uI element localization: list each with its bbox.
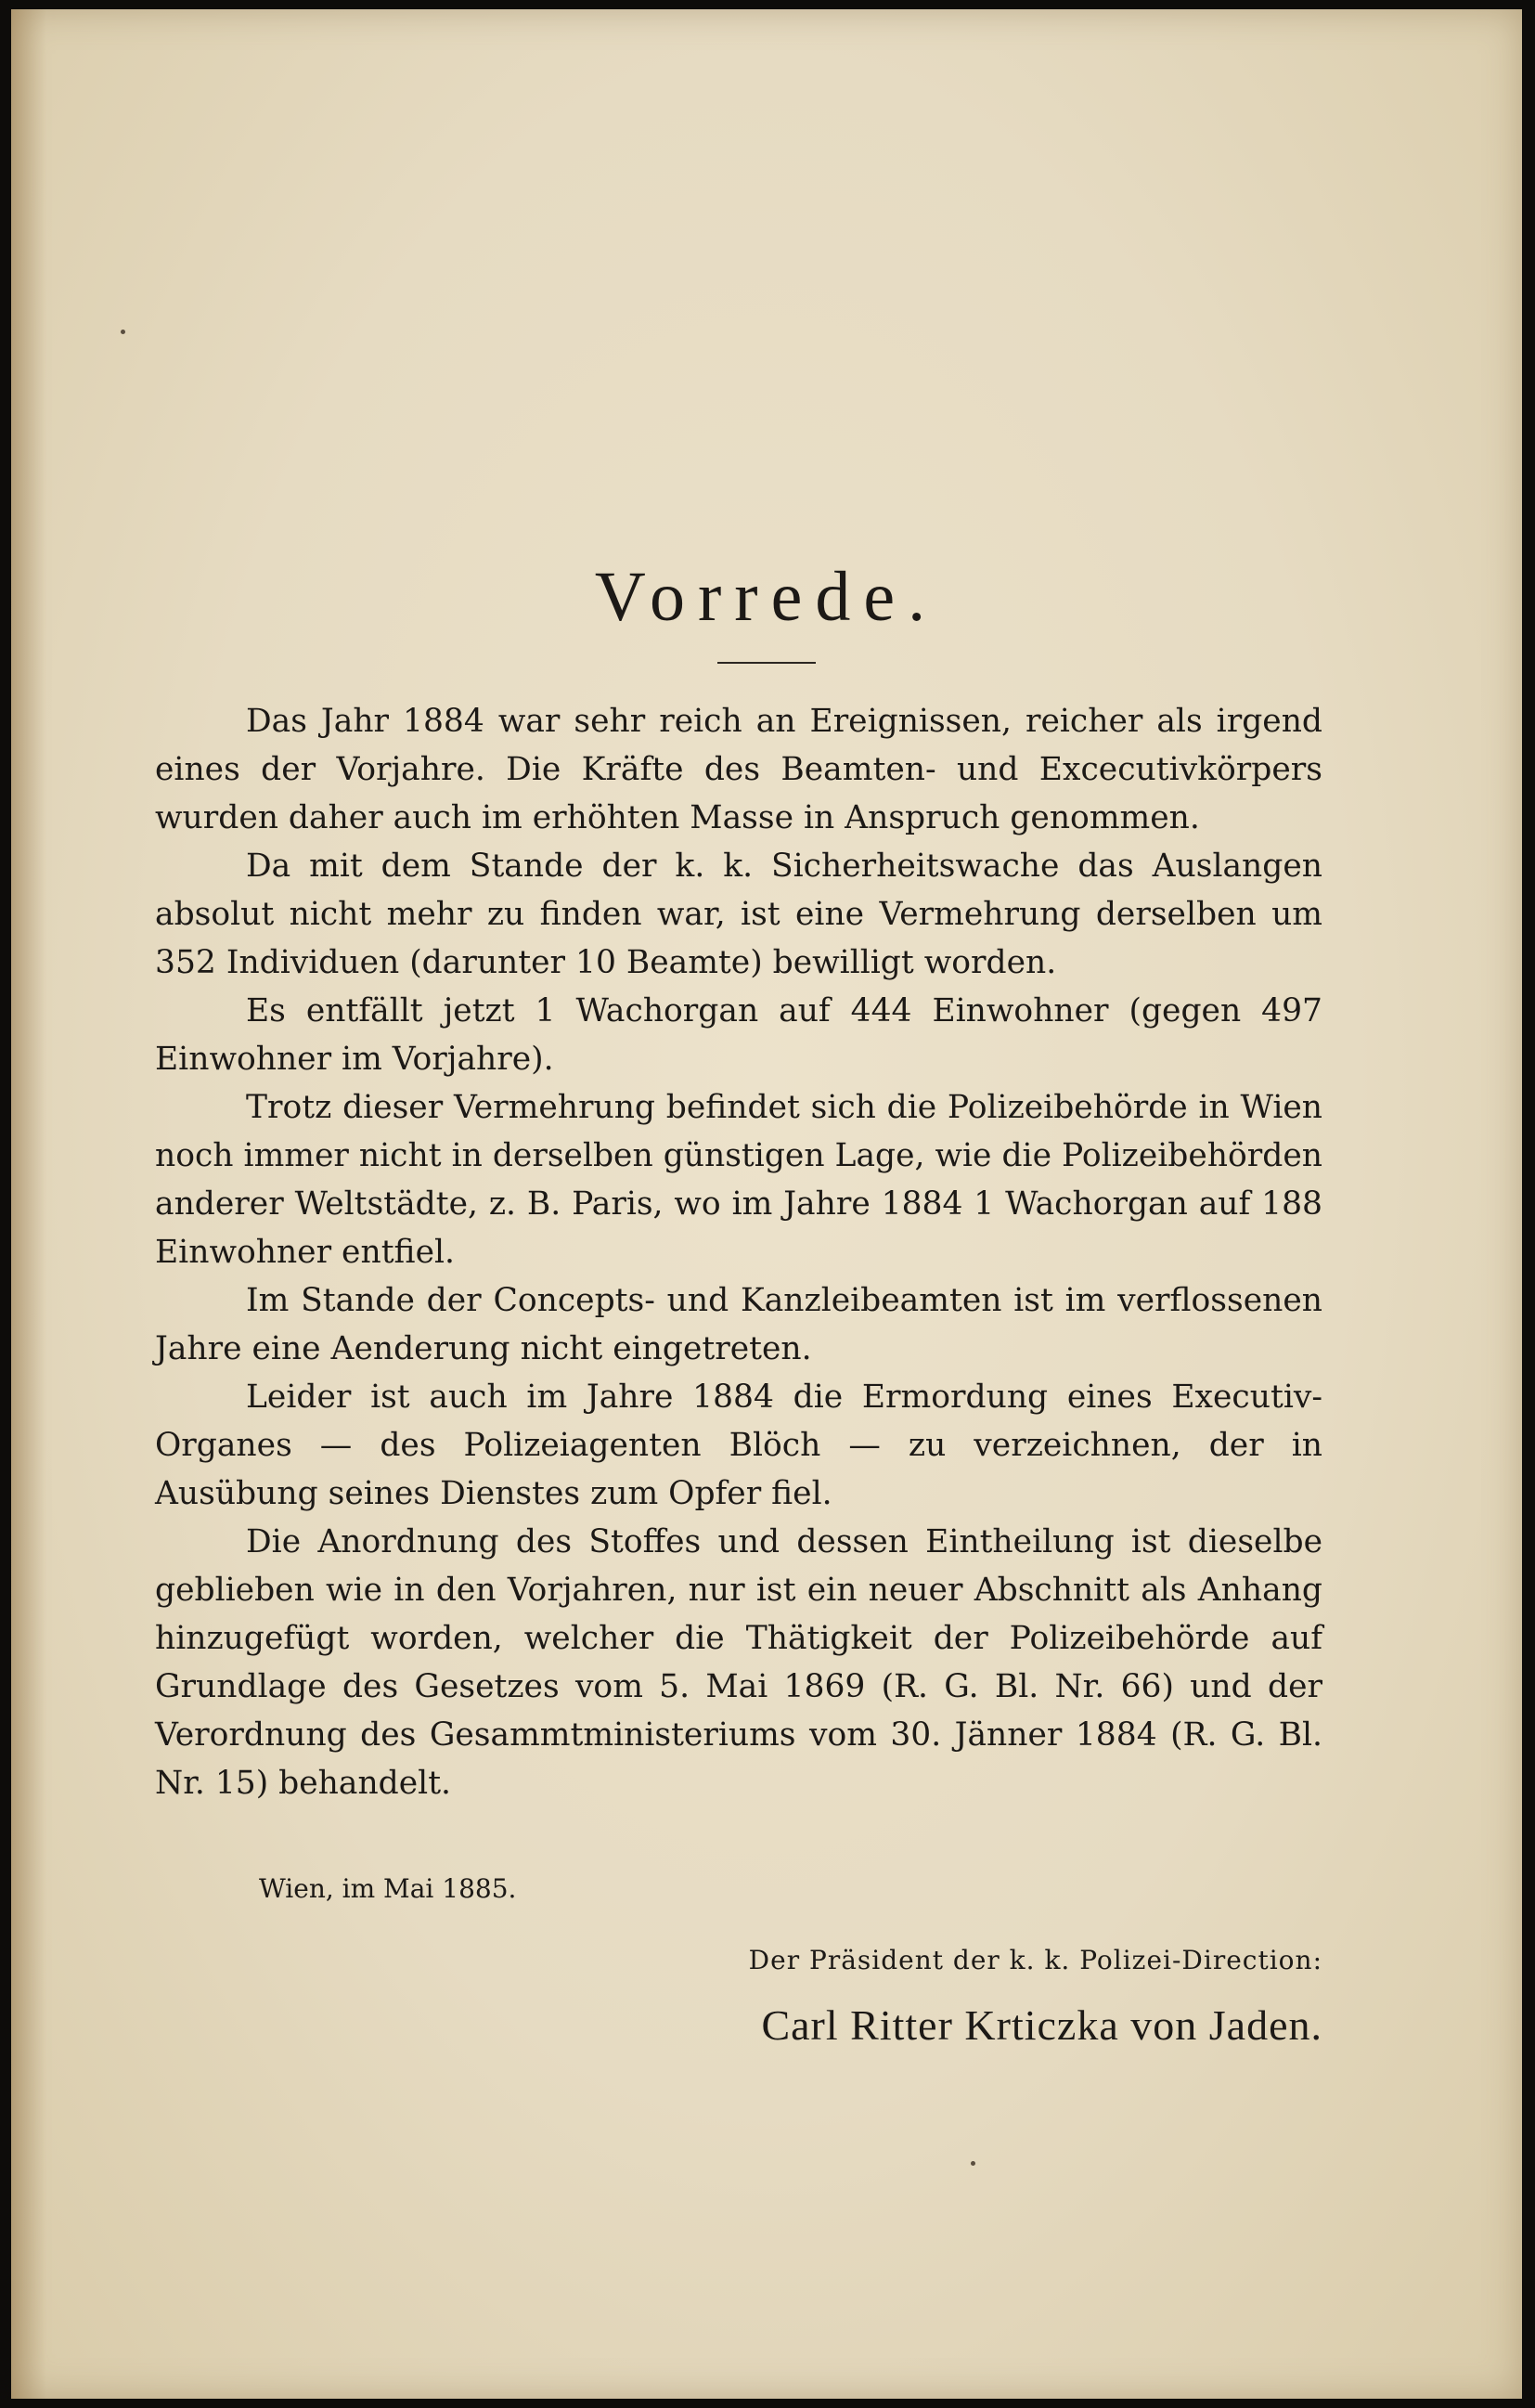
paragraph: Da mit dem Stande der k. k. Sicherheitswache das Auslangen absolut nicht mehr zu finden war, ist eine Vermehrung derselben um 352 Individuen (darunter 10 Beamte) bewilligt worden. — [155, 848, 1322, 982]
title-divider — [717, 662, 816, 664]
place-date-line: Wien, im Mai 1885. — [259, 1873, 517, 1905]
paragraph: Leider ist auch im Jahre 1884 die Ermordung eines Executiv-Organes — des Polizeiagenten Blöch — zu verzeichnen, der in Ausübung seines Dienstes zum Opfer fiel. — [155, 1379, 1322, 1513]
paper-speck — [121, 330, 125, 334]
paragraph: Die Anordnung des Stoffes und dessen Eintheilung ist dieselbe geblieben wie in den Vorjahren, nur ist ein neuer Abschnitt als Anhang hinzugefügt worden, welcher die Thätigkeit der Polizeibehörde auf Grundlage des Gesetzes vom 5. Mai 1869 (R. G. Bl. Nr. 66) und der Verordnung des Gesammtministeriums vom 30. Jänner 1884 (R. G. Bl. Nr. 15) behandelt. — [155, 1523, 1322, 1803]
preface-text-block — [155, 557, 1322, 2053]
preface-body — [155, 697, 1322, 1807]
paragraph: Im Stande der Concepts- und Kanzleibeamten ist im verflossenen Jahre eine Aenderung nicht eingetreten. — [155, 1282, 1322, 1368]
paper-speck — [971, 2161, 975, 2166]
page-edge-shadow — [11, 9, 46, 2399]
paragraph: Das Jahr 1884 war sehr reich an Ereignissen, reicher als irgend eines der Vorjahre. Die Kräfte des Beamten- und Excecutivkörpers wurden daher auch im erhöhten Masse in Anspruch genommen. — [155, 703, 1322, 837]
paragraph: Es entfällt jetzt 1 Wachorgan auf 444 Einwohner (gegen 497 Einwohner im Vorjahre). — [155, 992, 1322, 1079]
signature-name: Carl Ritter Krticzka von Jaden. — [761, 2001, 1322, 2050]
paragraph: Trotz dieser Vermehrung befindet sich die Polizeibehörde in Wien noch immer nicht in derselben günstigen Lage, wie die Polizeibehörden anderer Weltstädte, z. B. Paris, wo im Jahre 1884 1 Wachorgan auf 188 Einwohner entfiel. — [155, 1089, 1322, 1272]
signature-title: Der Präsident der k. k. Polizei-Direction: — [748, 1944, 1322, 1975]
book-page — [11, 9, 1522, 2399]
page-title: Vorrede. — [594, 558, 939, 636]
